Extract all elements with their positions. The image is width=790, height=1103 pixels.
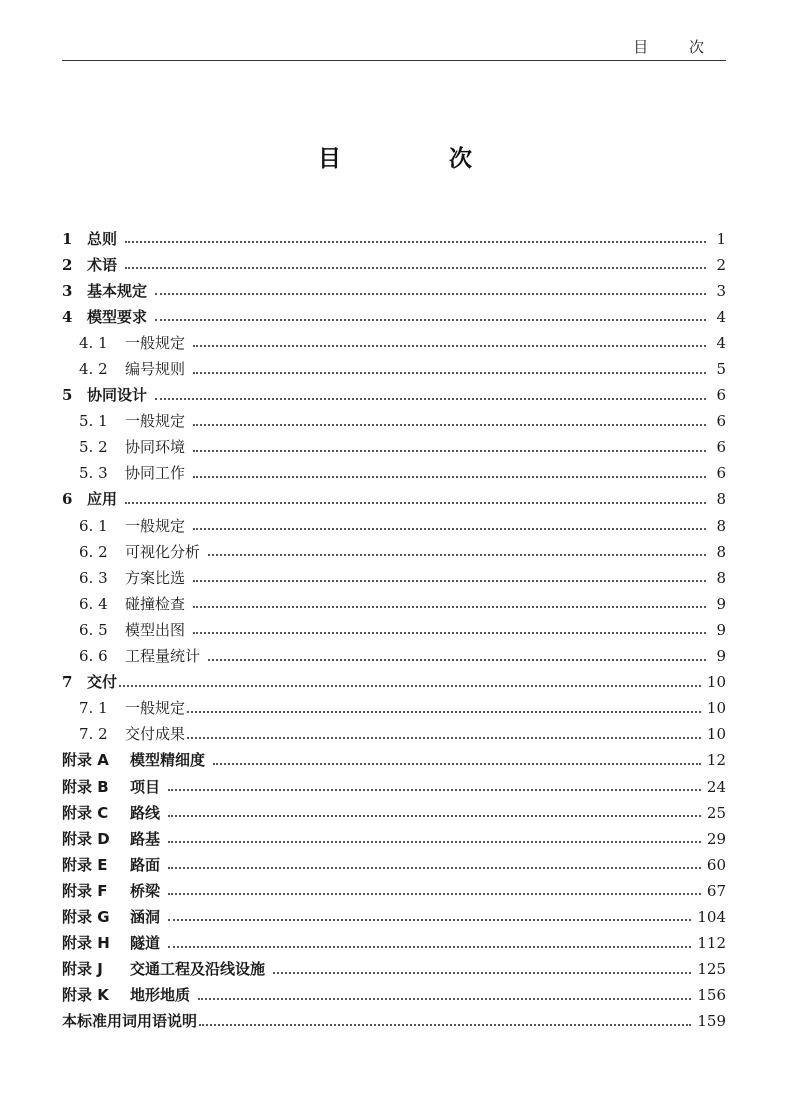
toc-entry-number: 2 (62, 255, 73, 274)
toc-entry-title: 交付 (87, 673, 118, 692)
toc-entry-number: 4. 2 (79, 360, 108, 379)
toc-entry-title: 总则 (87, 229, 118, 248)
dot-leader (125, 241, 706, 243)
toc-entry[interactable] (62, 356, 726, 382)
toc-entry-number: 附录 C (62, 803, 109, 822)
toc-entry-number: 5. 1 (79, 412, 108, 431)
toc-entry-title: 术语 (87, 255, 118, 274)
toc-entry[interactable] (62, 591, 726, 617)
toc-entry[interactable] (62, 722, 726, 748)
toc-entry-number: 4. 1 (79, 333, 108, 352)
toc-entry[interactable] (62, 957, 726, 983)
toc-entry-page: 6 (716, 438, 726, 457)
dot-leader (155, 293, 706, 295)
toc-entry-page: 10 (706, 699, 726, 718)
dot-leader (125, 502, 706, 504)
toc-entry[interactable] (62, 800, 726, 826)
header-rule (62, 60, 726, 61)
toc-entry-title: 基本规定 (87, 281, 148, 300)
toc-entry[interactable] (62, 878, 726, 904)
dot-leader (168, 815, 701, 817)
toc-entry-title: 碰撞检查 (125, 594, 186, 613)
toc-entry-number: 附录 F (62, 881, 108, 900)
toc-entry[interactable] (62, 904, 726, 930)
toc-entry-number: 5. 2 (79, 438, 108, 457)
toc-entry-page: 6 (716, 464, 726, 483)
dot-leader (168, 841, 701, 843)
toc-entry-title: 应用 (87, 490, 118, 509)
dot-leader (193, 476, 706, 478)
toc-entry-number: 6. 5 (79, 620, 108, 639)
dot-leader (168, 789, 701, 791)
toc-entry-title: 模型要求 (87, 307, 148, 326)
dot-leader (208, 659, 706, 661)
dot-leader (168, 867, 701, 869)
toc-entry[interactable] (62, 513, 726, 539)
toc-entry-number: 附录 E (62, 855, 108, 874)
toc-entry-title: 一般规定 (125, 412, 186, 431)
toc-entry-title: 路基 (130, 829, 161, 848)
toc-entry-page: 104 (697, 907, 726, 926)
toc-entry[interactable] (62, 278, 726, 304)
toc-entry-page: 8 (716, 490, 726, 509)
toc-entry-title: 路线 (130, 803, 161, 822)
dot-leader (208, 554, 706, 556)
toc-entry[interactable] (62, 617, 726, 643)
dot-leader (193, 450, 706, 452)
dot-leader (193, 580, 706, 582)
toc-entry-title: 工程量统计 (125, 647, 201, 666)
toc-entry-title: 项目 (130, 777, 161, 796)
toc-entry-page: 3 (716, 281, 726, 300)
toc-entry-page: 8 (716, 568, 726, 587)
toc-entry-page: 4 (716, 333, 726, 352)
toc-entry-number: 附录 K (62, 986, 109, 1005)
toc-entry-page: 8 (716, 516, 726, 535)
toc-entry[interactable] (62, 931, 726, 957)
toc-entry-page: 10 (706, 725, 726, 744)
toc-entry-page: 29 (706, 829, 726, 848)
toc-entry-title: 一般规定 (125, 333, 186, 352)
toc-entry-number: 1 (62, 229, 73, 248)
toc-entry-number: 6. 1 (79, 516, 108, 535)
toc-entry-title: 涵洞 (130, 907, 161, 926)
toc-entry-title: 协同工作 (125, 464, 186, 483)
toc-entry-number: 附录 D (62, 829, 110, 848)
toc-entry-title: 模型出图 (125, 620, 186, 639)
toc-entry-title: 一般规定 (125, 516, 186, 535)
toc-entry[interactable] (62, 1009, 726, 1035)
toc-entry-number: 附录 J (62, 960, 103, 979)
toc-entry-page: 5 (716, 360, 726, 379)
dot-leader (155, 398, 706, 400)
toc-entry[interactable] (62, 539, 726, 565)
toc-entry-title: 隧道 (130, 934, 161, 953)
dot-leader (125, 267, 706, 269)
toc-entry-title: 路面 (130, 855, 161, 874)
dot-leader (199, 1024, 691, 1026)
toc-entry[interactable] (62, 487, 726, 513)
dot-leader (193, 606, 706, 608)
toc-entry[interactable] (62, 252, 726, 278)
toc-entry-number: 7. 2 (79, 725, 108, 744)
toc-entry-number: 附录 A (62, 751, 109, 770)
dot-leader (213, 763, 701, 765)
toc-entry-number: 附录 B (62, 777, 109, 796)
toc-entry-number: 6 (62, 490, 73, 509)
toc-entry[interactable] (62, 748, 726, 774)
toc-entry-number: 附录 H (62, 934, 110, 953)
toc-entry[interactable] (62, 983, 726, 1009)
toc-entry-title: 协同设计 (87, 386, 148, 405)
toc-entry-number: 7 (62, 673, 73, 692)
dot-leader (168, 946, 691, 948)
toc-entry-page: 125 (697, 960, 726, 979)
toc-entry-number: 3 (62, 281, 73, 300)
toc-entry-page: 6 (716, 386, 726, 405)
toc-entry-page: 4 (716, 307, 726, 326)
toc-entry-page: 10 (706, 673, 726, 692)
toc-entry-page: 2 (716, 255, 726, 274)
toc-entry[interactable] (62, 565, 726, 591)
toc-entry-page: 25 (706, 803, 726, 822)
toc-entry[interactable] (62, 461, 726, 487)
toc-entry-page: 156 (697, 986, 726, 1005)
toc-entry[interactable] (62, 435, 726, 461)
page-title: 目 次 (317, 146, 522, 172)
toc-entry-page: 9 (716, 647, 726, 666)
toc-entry[interactable] (62, 696, 726, 722)
dot-leader (187, 737, 701, 739)
toc-entry-number: 4 (62, 307, 73, 326)
toc-entry-number: 6. 2 (79, 542, 108, 561)
dot-leader (155, 319, 706, 321)
toc-entry-page: 159 (697, 1012, 726, 1031)
toc-entry-number: 6. 3 (79, 568, 108, 587)
toc-entry-number: 5. 3 (79, 464, 108, 483)
dot-leader (193, 632, 706, 634)
toc-entry[interactable] (62, 226, 726, 252)
toc-entry-page: 60 (706, 855, 726, 874)
dot-leader (168, 919, 691, 921)
toc-entry-page: 9 (716, 620, 726, 639)
dot-leader (193, 528, 706, 530)
toc-entry-title: 交付成果 (125, 725, 186, 744)
dot-leader (187, 711, 701, 713)
toc-entry-page: 12 (706, 751, 726, 770)
toc-entry[interactable] (62, 852, 726, 878)
toc-entry[interactable] (62, 304, 726, 330)
toc-entry-title: 方案比选 (125, 568, 186, 587)
dot-leader (193, 424, 706, 426)
toc-entry[interactable] (62, 670, 726, 696)
toc-entry-number: 6. 4 (79, 594, 108, 613)
toc-entry-number: 7. 1 (79, 699, 108, 718)
toc-entry-title: 本标准用词用语说明 (62, 1012, 198, 1031)
toc-entry-number: 5 (62, 386, 73, 405)
toc-entry-title: 交通工程及沿线设施 (130, 960, 266, 979)
dot-leader (193, 345, 706, 347)
toc-entry[interactable] (62, 330, 726, 356)
toc-entry-title: 编号规则 (125, 360, 186, 379)
toc-entry-number: 附录 G (62, 907, 110, 926)
toc-entry[interactable] (62, 826, 726, 852)
dot-leader (273, 972, 691, 974)
toc-entry-page: 67 (706, 881, 726, 900)
toc-entry-title: 一般规定 (125, 699, 186, 718)
dot-leader (198, 998, 691, 1000)
toc-entry-page: 1 (716, 229, 726, 248)
toc-entry[interactable] (62, 644, 726, 670)
toc-entry[interactable] (62, 383, 726, 409)
toc-entry-title: 可视化分析 (125, 542, 201, 561)
toc-entry[interactable] (62, 774, 726, 800)
dot-leader (119, 685, 701, 687)
dot-leader (168, 893, 701, 895)
toc-entry-page: 6 (716, 412, 726, 431)
table-of-contents (62, 226, 726, 1035)
toc-entry-title: 地形地质 (130, 986, 191, 1005)
toc-entry-number: 6. 6 (79, 647, 108, 666)
toc-entry-title: 桥梁 (130, 881, 161, 900)
dot-leader (193, 372, 706, 374)
toc-entry-title: 模型精细度 (130, 751, 206, 770)
toc-entry-page: 8 (716, 542, 726, 561)
toc-entry-page: 9 (716, 594, 726, 613)
toc-entry[interactable] (62, 409, 726, 435)
toc-entry-page: 24 (706, 777, 726, 796)
running-header: 目 次 (633, 38, 722, 56)
toc-entry-title: 协同环境 (125, 438, 186, 457)
toc-entry-page: 112 (697, 934, 726, 953)
